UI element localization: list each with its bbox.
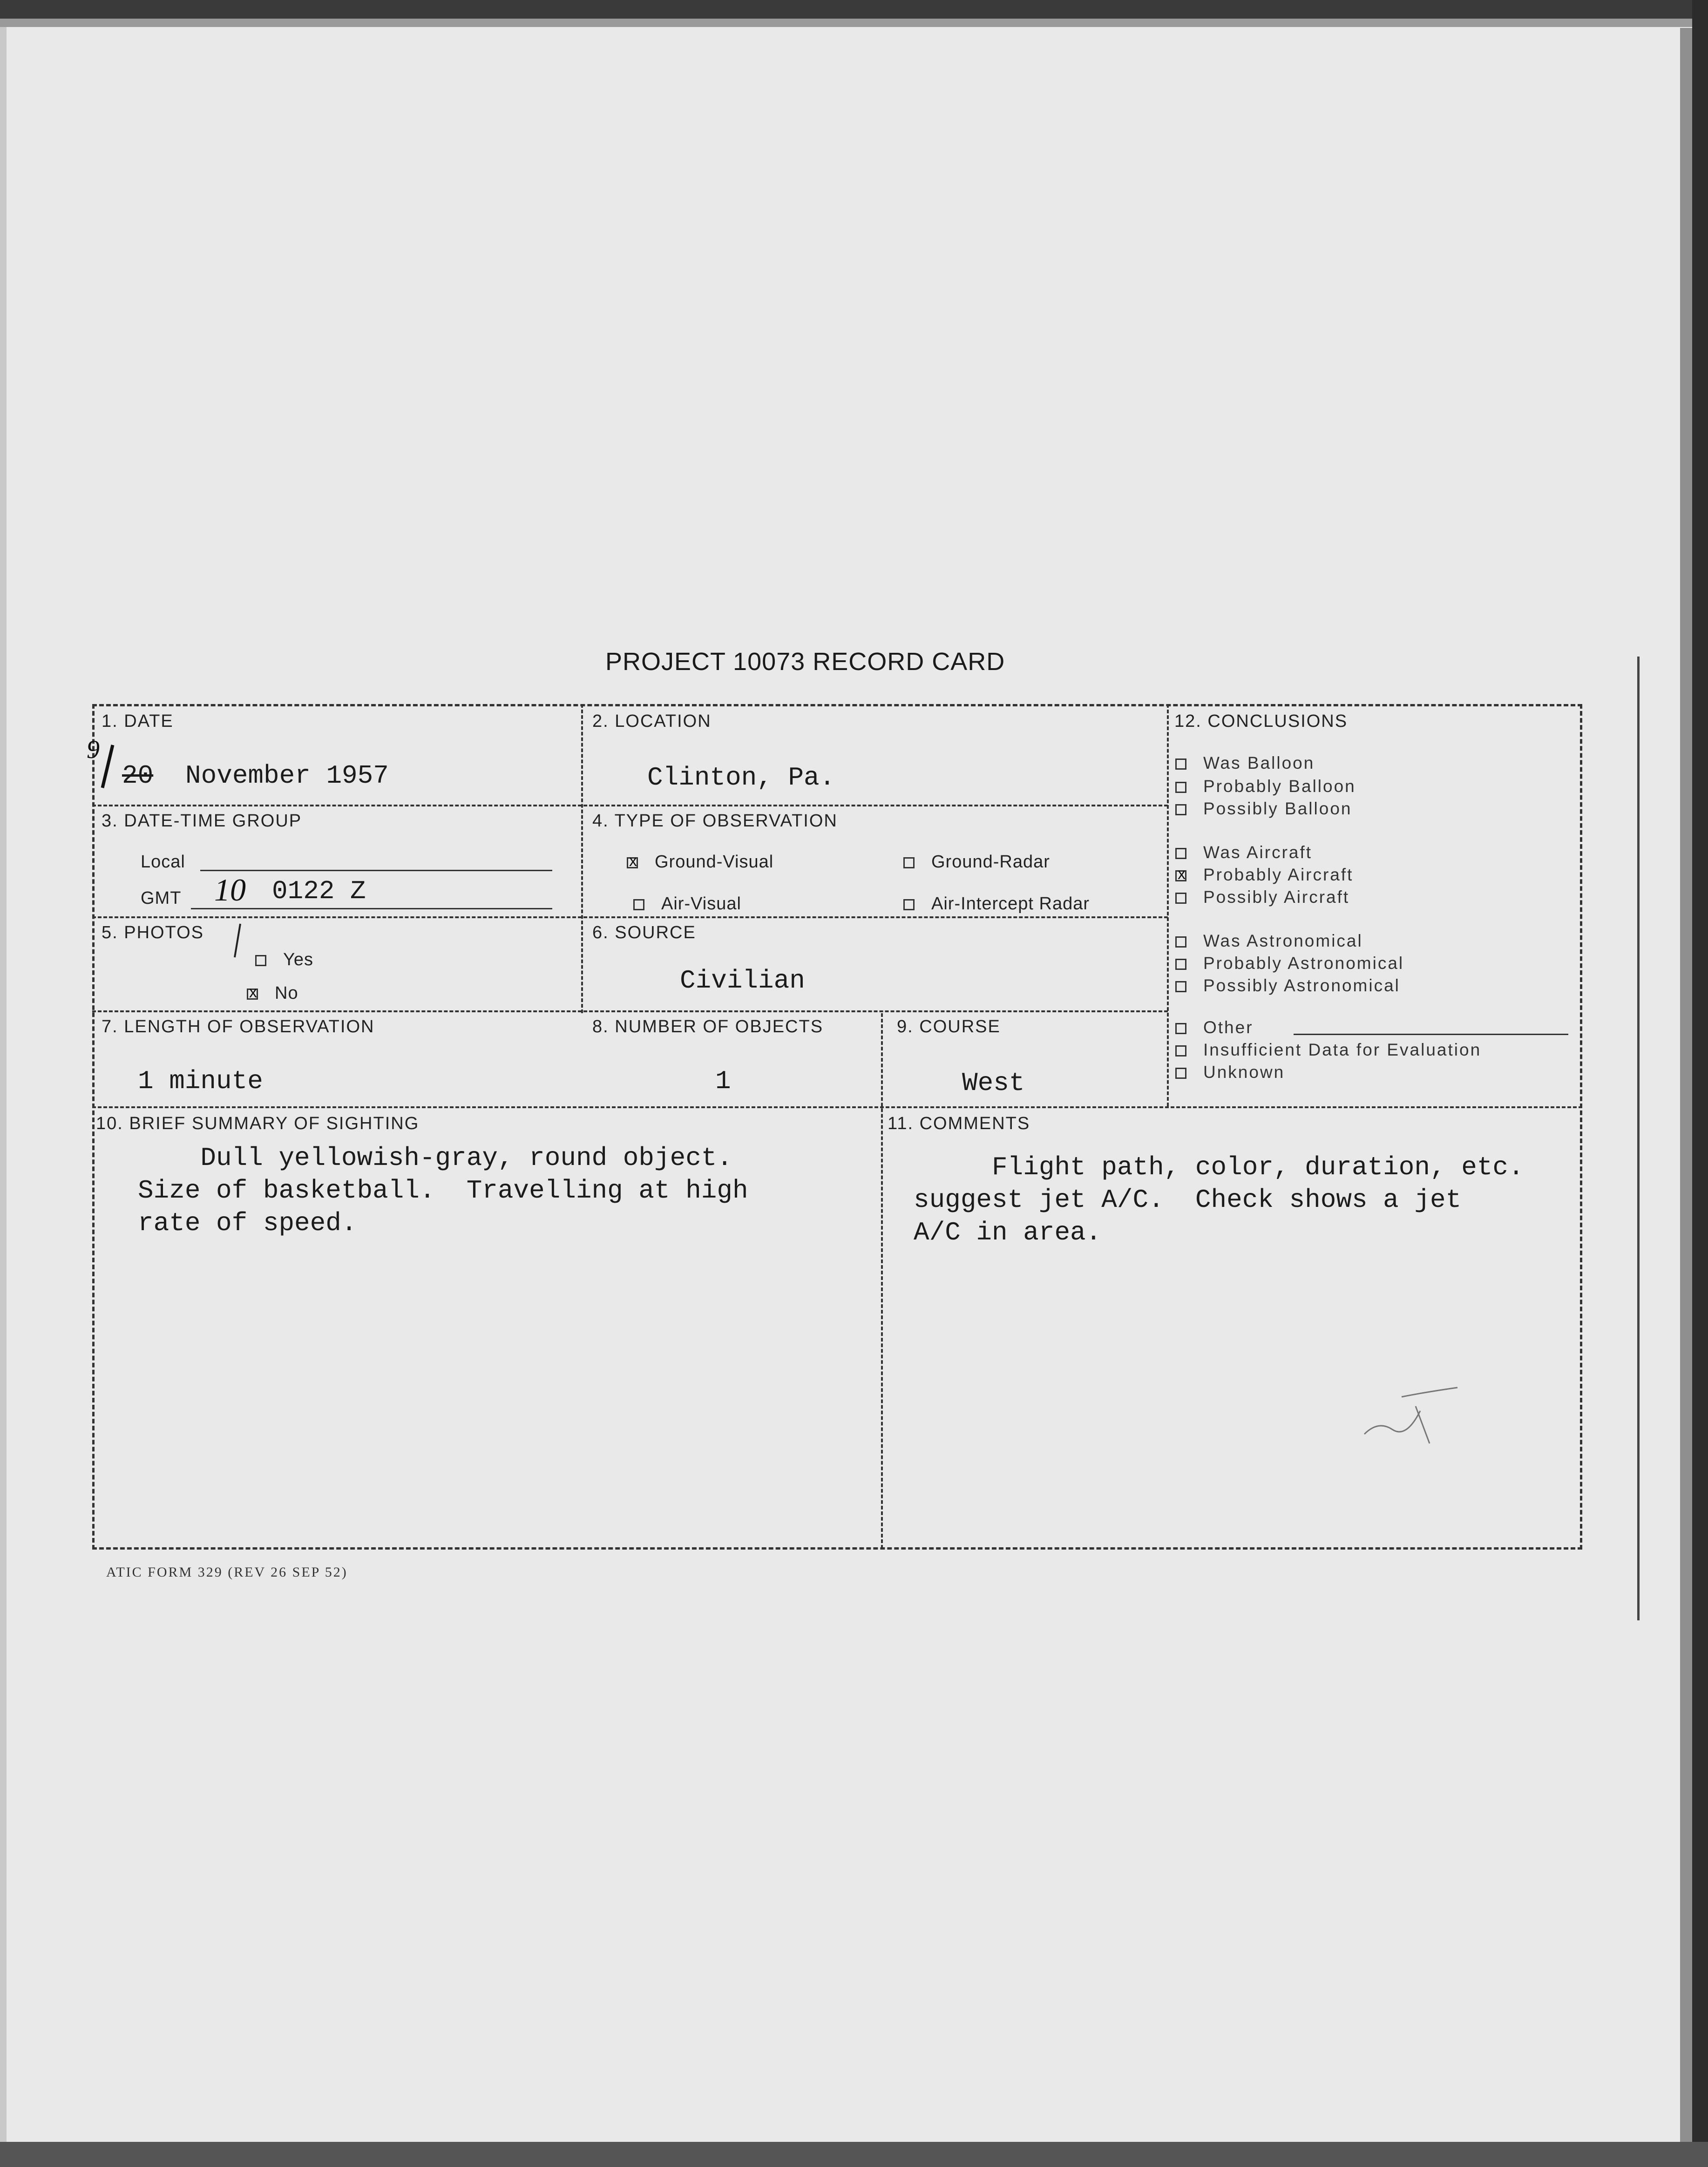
conclusion-checkbox (1175, 804, 1186, 815)
conclusion-option (1175, 976, 1400, 995)
scan-edge-left (0, 0, 7, 2167)
conclusion-option (1175, 1018, 1254, 1037)
conclusion-checkbox (1175, 981, 1186, 992)
conclusion-checkbox (1175, 936, 1186, 948)
ground-visual-checkbox (627, 857, 638, 868)
gmt-fill-line (191, 908, 552, 909)
scan-edge-right-shade (1680, 28, 1692, 2151)
conclusion-checkbox (1175, 893, 1186, 904)
gmt-label: GMT (141, 888, 182, 908)
ground-radar-checkbox (903, 857, 915, 868)
objects-label: 8. NUMBER OF OBJECTS (592, 1017, 824, 1036)
conclusion-option (1175, 954, 1404, 973)
conclusion-label: Possibly Astronomical (1203, 976, 1400, 995)
conclusion-label: Was Balloon (1203, 753, 1315, 772)
photos-hand-stroke (232, 922, 243, 959)
conclusion-checkbox (1175, 1068, 1186, 1079)
conclusion-checkbox (1175, 870, 1186, 881)
photos-yes-option (255, 950, 313, 970)
location-label: 2. LOCATION (592, 711, 712, 731)
conclusion-checkbox (1175, 782, 1186, 793)
length-label: 7. LENGTH OF OBSERVATION (102, 1017, 375, 1036)
course-label: 9. COURSE (897, 1017, 1001, 1036)
photos-no-checkbox (247, 989, 258, 1000)
col-divider-3 (881, 1013, 883, 1549)
photos-no-option (247, 983, 298, 1003)
other-fill-line (1294, 1034, 1568, 1035)
conclusion-option (1175, 931, 1363, 951)
conclusion-option (1175, 753, 1315, 773)
date-hand-day: 9 (87, 735, 100, 764)
air-intercept-option (903, 894, 1090, 914)
comments-scribble (1360, 1378, 1471, 1448)
date-struck-day: 20 (122, 761, 154, 791)
conclusion-checkbox (1175, 758, 1186, 770)
comments-line-2: suggest jet A/C. Check shows a jet (914, 1185, 1462, 1215)
conclusion-label: Was Aircraft (1203, 843, 1313, 862)
form-footer: ATIC FORM 329 (REV 26 SEP 52) (106, 1564, 348, 1580)
conclusion-label: Other (1203, 1018, 1254, 1037)
local-label: Local (141, 852, 185, 872)
conclusion-label: Unknown (1203, 1063, 1285, 1082)
row-divider-4 (92, 1106, 1582, 1108)
conclusion-label: Probably Aircraft (1203, 865, 1354, 884)
air-intercept-label: Air-Intercept Radar (931, 894, 1090, 914)
summary-line-2: Size of basketball. Travelling at high (138, 1176, 748, 1205)
air-visual-checkbox (633, 899, 644, 910)
length-value: 1 minute (138, 1066, 263, 1096)
conclusion-label: Possibly Aircraft (1203, 887, 1350, 907)
gmt-hand-day: 10 (214, 872, 246, 907)
conclusion-checkbox (1175, 1023, 1186, 1034)
conclusion-label: Probably Balloon (1203, 777, 1356, 796)
ground-radar-option (903, 852, 1050, 872)
col-divider-1 (581, 704, 583, 1013)
conclusion-label: Possibly Balloon (1203, 799, 1352, 818)
local-fill-line (200, 870, 552, 871)
air-intercept-checkbox (903, 899, 915, 910)
date-time-group-label: 3. DATE-TIME GROUP (102, 811, 302, 831)
conclusion-option (1175, 799, 1352, 819)
location-value: Clinton, Pa. (647, 763, 835, 792)
photos-label: 5. PHOTOS (102, 923, 204, 942)
row-divider-3 (92, 1010, 1168, 1012)
conclusion-label: Insufficient Data for Evaluation (1203, 1040, 1482, 1059)
ground-visual-label: Ground-Visual (655, 852, 774, 872)
source-label: 6. SOURCE (592, 923, 696, 942)
photos-yes-checkbox (255, 955, 266, 966)
photos-no-label: No (275, 983, 298, 1003)
conclusion-option (1175, 1063, 1285, 1082)
source-value: Civilian (680, 966, 805, 995)
scan-edge-right (1692, 0, 1708, 2167)
conclusion-option (1175, 777, 1356, 796)
scan-edge-top (0, 0, 1708, 19)
sheet-edge-line (1637, 657, 1640, 1620)
date-hand-stroke (99, 743, 119, 790)
observation-type-label: 4. TYPE OF OBSERVATION (592, 811, 838, 831)
conclusion-option (1175, 887, 1349, 907)
summary-label: 10. BRIEF SUMMARY OF SIGHTING (96, 1114, 420, 1133)
row-divider-2 (92, 916, 1168, 918)
conclusion-checkbox (1175, 848, 1186, 859)
comments-line-3: A/C in area. (914, 1218, 1102, 1247)
date-value: November 1957 (185, 761, 389, 791)
conclusions-label: 12. CONCLUSIONS (1174, 711, 1348, 731)
card-title: PROJECT 10073 RECORD CARD (605, 648, 1005, 676)
row-divider-1 (92, 805, 1168, 806)
summary-line-3: rate of speed. (138, 1208, 357, 1238)
date-label: 1. DATE (102, 711, 174, 731)
air-visual-option (633, 894, 741, 914)
conclusion-option (1175, 843, 1312, 862)
scan-edge-bottom (0, 2142, 1708, 2167)
conclusion-checkbox (1175, 959, 1186, 970)
air-visual-label: Air-Visual (661, 894, 741, 914)
ground-visual-option (627, 852, 773, 872)
conclusion-label: Was Astronomical (1203, 931, 1363, 950)
scan-edge-top-shade (0, 19, 1708, 27)
conclusion-checkbox (1175, 1045, 1186, 1056)
ground-radar-label: Ground-Radar (931, 852, 1050, 872)
col-divider-2 (1167, 704, 1169, 1106)
comments-line-1: Flight path, color, duration, etc. (914, 1152, 1524, 1182)
course-value: West (962, 1068, 1025, 1098)
gmt-value: 0122 Z (272, 876, 366, 906)
conclusion-option (1175, 1040, 1481, 1060)
summary-line-1: Dull yellowish-gray, round object. (138, 1143, 733, 1173)
conclusion-label: Probably Astronomical (1203, 954, 1404, 973)
comments-label: 11. COMMENTS (888, 1114, 1030, 1133)
photos-yes-label: Yes (283, 950, 313, 969)
conclusion-option (1175, 865, 1353, 885)
objects-value: 1 (715, 1066, 731, 1096)
